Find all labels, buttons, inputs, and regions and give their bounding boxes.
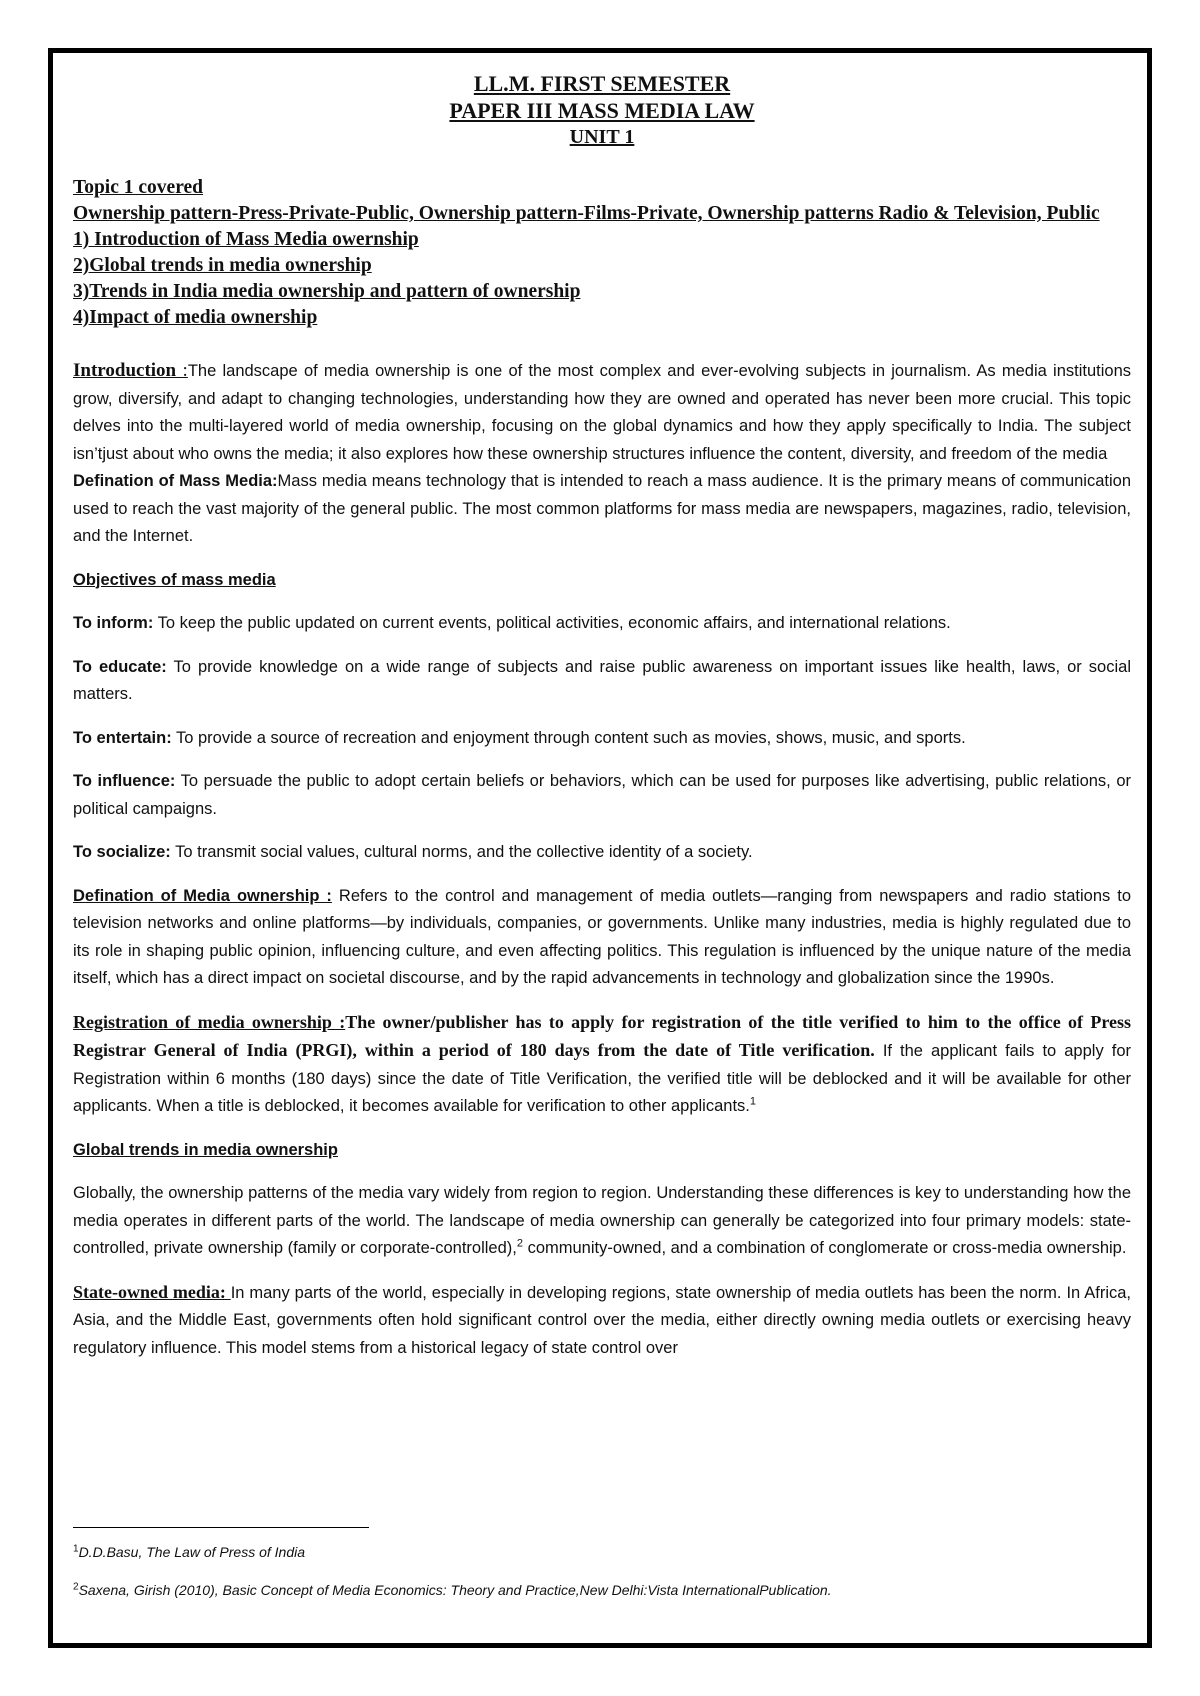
objective-label: To educate: bbox=[73, 657, 167, 676]
topic-item-3: 3)Trends in India media ownership and pattern of ownership bbox=[73, 281, 581, 302]
registration-label: Registration of media ownership : bbox=[73, 1011, 346, 1032]
state-owned-paragraph bbox=[73, 1279, 1131, 1363]
objective-item bbox=[73, 654, 1131, 709]
registration-paragraph bbox=[73, 1009, 1131, 1121]
objective-label: To socialize: bbox=[73, 843, 171, 861]
definition-media-ownership-text: Refers to the control and management of media outlets—ranging from newspapers and radio stations to television networks and online platforms—by individuals, companies, or governments. Unlike many industries, media is highly regulated due to its role in shaping public opinion, influencing culture, and even affecting politics. This regulation is influenced by the unique nature of the media itself, which has a direct impact on societal discourse, and by the rapid advancements in technology and globalization since the 1990s. bbox=[73, 886, 1132, 987]
topics-covered-label: Topic 1 covered bbox=[73, 177, 203, 198]
objective-label: To influence: bbox=[73, 772, 176, 790]
paper-title: PAPER III MASS MEDIA LAW bbox=[449, 98, 755, 123]
objective-text: To persuade the public to adopt certain beliefs or behaviors, which can be used for purposes like advertising, public relations, or political campaigns. bbox=[73, 772, 1131, 818]
footnote-1 bbox=[73, 1542, 1131, 1562]
course-title: LL.M. FIRST SEMESTER bbox=[473, 71, 731, 96]
registration-bold-text: The owner/publisher has to apply for registration of the title verified to him to the office of Press Registrar General of India (PRGI), within a period of 180 days from the date of Title verification. bbox=[73, 1011, 1132, 1060]
introduction-text: The landscape of media ownership is one of the most complex and ever-evolving subjects in journalism. As media institutions grow, diversify, and adapt to changing technologies, understanding how they are owned and operated has never been more crucial. This topic delves into the multi-layered world of media ownership, focusing on the global dynamics and how they apply specifically to India. The subject isn’tjust about who owns the media; it also explores how these ownership structures influence the content, diversity, and freedom of the media bbox=[73, 362, 1131, 463]
footnote-2 bbox=[73, 1580, 1131, 1600]
footnotes bbox=[73, 1542, 1131, 1618]
footnote-ref: 1 bbox=[749, 1095, 756, 1108]
objective-item bbox=[73, 725, 1131, 753]
footnote-text: D.D.Basu, The Law of Press of India bbox=[78, 1544, 306, 1560]
global-trends-text-after: community-owned, and a combination of conglomerate or cross-media ownership. bbox=[522, 1239, 1127, 1257]
global-trends-heading: Global trends in media ownership bbox=[73, 1140, 338, 1159]
topic-item-2: 2)Global trends in media ownership bbox=[73, 255, 372, 276]
document-body bbox=[73, 70, 1131, 1362]
objective-label: To entertain: bbox=[73, 728, 172, 747]
footnote-ref: 2 bbox=[516, 1237, 523, 1250]
footnote-text: Saxena, Girish (2010), Basic Concept of Media Economics: Theory and Practice,New Delhi:Vista InternationalPublication. bbox=[78, 1582, 832, 1598]
objectives-heading: Objectives of mass media bbox=[73, 570, 276, 589]
footnote-divider bbox=[73, 1527, 369, 1528]
definition-mass-media-label: Defination of Mass Media: bbox=[73, 472, 278, 490]
unit-title: UNIT 1 bbox=[569, 126, 635, 148]
definition-mass-media-text: Mass media means technology that is intended to reach a mass audience. It is the primary means of communication used to reach the vast majority of the general public. The most common platforms for mass media are newspapers, magazines, radio, television, and the Internet. bbox=[73, 472, 1131, 545]
introduction-colon: : bbox=[182, 360, 188, 381]
topics-list bbox=[73, 175, 1131, 331]
objective-item bbox=[73, 610, 1131, 638]
registration-text: If the applicant fails to apply for Registration within 6 months (180 days) since the date of Title Verification, the verified title will be deblocked and it will be available for other applicants. When a title is deblocked, it becomes available for verification to other applicants. bbox=[73, 1042, 1131, 1115]
state-owned-label: State-owned media: bbox=[73, 1281, 231, 1302]
objective-label: To inform: bbox=[73, 614, 154, 632]
introduction-paragraph bbox=[73, 357, 1131, 468]
global-trends-text: Globally, the ownership patterns of the media vary widely from region to region. Understanding these differences is key to understanding how the media operates in different parts of the world. The landscape of media ownership can generally be categorized into four primary models: state-controlled, private ownership (family or corporate-controlled), bbox=[73, 1184, 1131, 1257]
objective-text: To provide a source of recreation and enjoyment through content such as movies, shows, music, and sports. bbox=[171, 728, 966, 747]
definition-media-ownership-paragraph bbox=[73, 883, 1131, 993]
objective-text: To provide knowledge on a wide range of subjects and raise public awareness on important issues like health, laws, or social matters. bbox=[73, 657, 1131, 703]
introduction-label: Introduction bbox=[73, 360, 183, 381]
objective-text: To transmit social values, cultural norms, and the collective identity of a society. bbox=[170, 843, 753, 861]
global-trends-paragraph bbox=[73, 1180, 1131, 1263]
topic-item-4: 4)Impact of media ownership bbox=[73, 307, 318, 328]
topic-item-1: 1) Introduction of Mass Media owernship bbox=[73, 229, 419, 250]
document-header bbox=[73, 70, 1131, 151]
footnote-number: 1 bbox=[73, 1543, 79, 1555]
objective-item bbox=[73, 839, 1131, 867]
state-owned-text: In many parts of the world, especially in developing regions, state ownership of media outlets has been the norm. In Africa, Asia, and the Middle East, governments often hold significant control over the media, either directly owning media outlets or exercising heavy regulatory influence. This model stems from a historical legacy of state control over bbox=[73, 1283, 1131, 1357]
definition-media-ownership-label: Defination of Media ownership : bbox=[73, 886, 332, 905]
ownership-patterns: Ownership pattern-Press-Private-Public, Ownership pattern-Films-Private, Ownership patterns Radio & Television, Public bbox=[73, 203, 1100, 224]
objective-item bbox=[73, 768, 1131, 823]
definition-mass-media-paragraph bbox=[73, 468, 1131, 551]
objective-text: To keep the public updated on current events, political activities, economic affairs, and international relations. bbox=[153, 614, 951, 632]
footnote-number: 2 bbox=[73, 1581, 79, 1593]
